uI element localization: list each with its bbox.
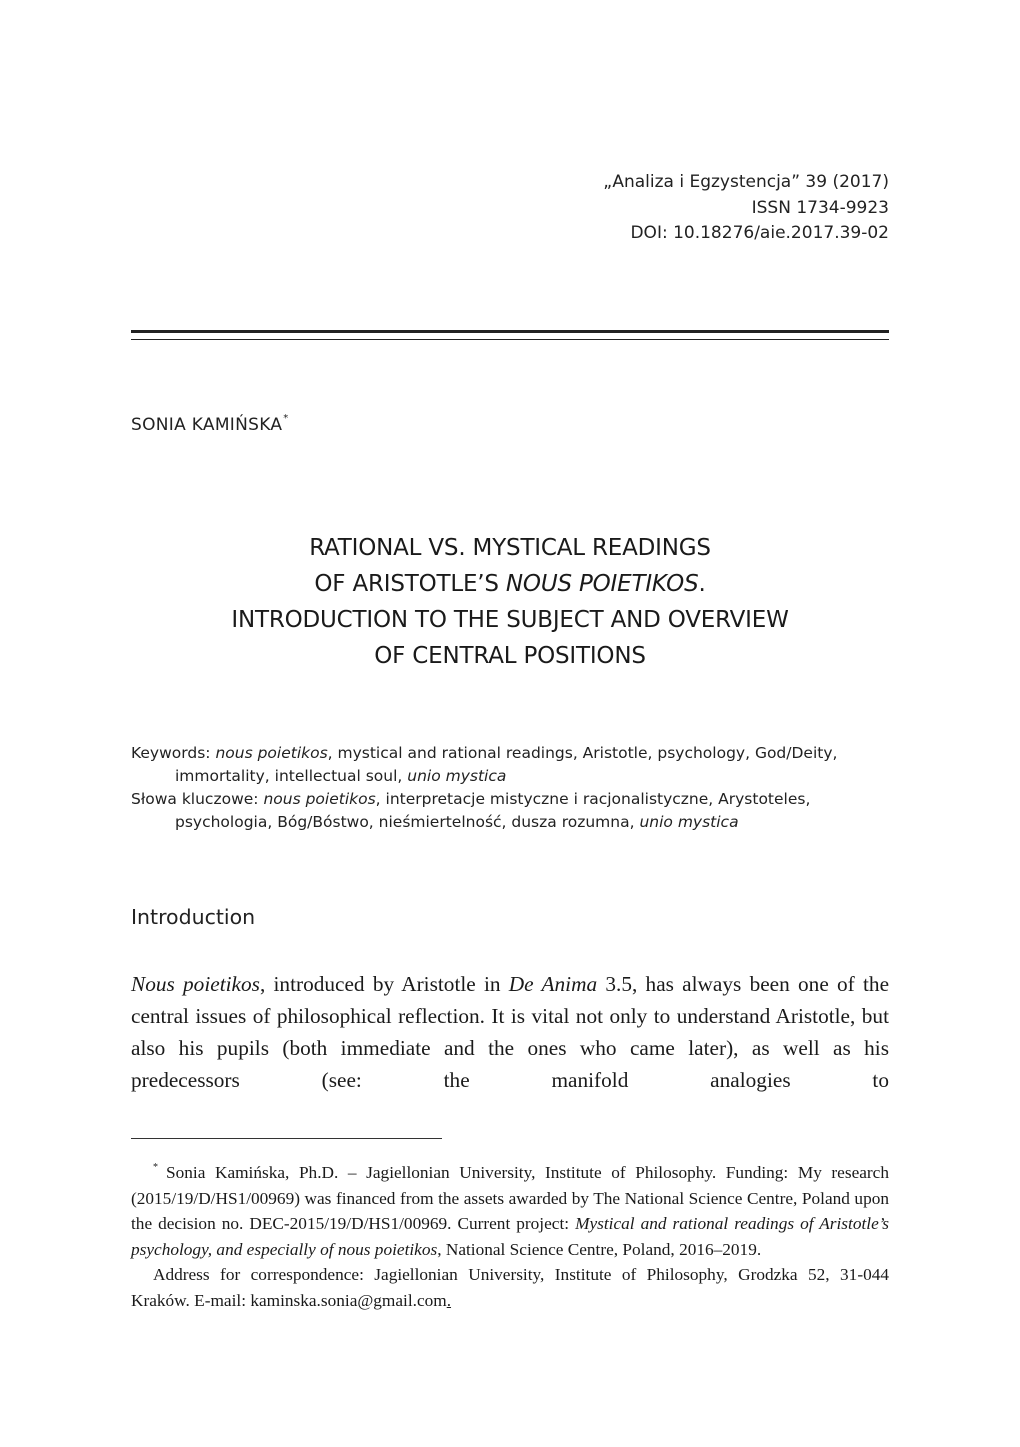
- title-italic-term: NOUS POIETIKOS: [505, 571, 699, 597]
- intro-text: 3.5, has always been one of the central issues of philosophical reflection. It is vital not only to understand Aristotle, but also his pupils (both immediate and the ones who came later), as well as his predecessors (see: the manifold analogies to: [131, 972, 890, 1092]
- footnote-affiliation: [131, 1155, 889, 1262]
- header-rule-thin: [131, 339, 889, 340]
- intro-term: Nous poietikos: [131, 972, 260, 996]
- footnote-trailing-link[interactable]: .: [446, 1290, 452, 1310]
- footnote-address-text: Address for correspondence: Jagiellonian University, Institute of Philosophy, Grodzka 52, 31-044 Kraków. E-mail: kaminska.sonia@gmail.com: [131, 1265, 889, 1310]
- keywords-polish: [131, 788, 891, 834]
- footnote-text: Sonia Kamińska, Ph.D. – Jagiellonian University, Institute of Philosophy. Funding: My research (2015/19/D/HS1/00969) was financed from the assets awarded by The National Science Centre, Poland upon the decision no. DEC-2015/19/D/HS1/00969. Current project:: [131, 1163, 889, 1234]
- article-title: [131, 530, 889, 674]
- footnote-project-title: Mystical and rational readings of Aristotle’s psychology, and especially of nous poietikos: [131, 1214, 889, 1259]
- keywords-block: [131, 742, 891, 834]
- keyword-term: nous poietikos: [263, 790, 376, 808]
- intro-paragraph: [131, 968, 889, 1096]
- footnote-marker: *: [153, 1162, 158, 1173]
- footnote-address: [131, 1262, 889, 1313]
- keywords-text: , mystical and rational readings, Aristotle, psychology, God/Deity, immortality, intellectual soul,: [175, 744, 838, 785]
- journal-header: [603, 170, 889, 247]
- title-line-2: [131, 566, 889, 602]
- keyword-term: nous poietikos: [215, 744, 328, 762]
- author-name: [131, 413, 289, 435]
- keywords-label: Keywords:: [131, 744, 216, 762]
- footnote-text: , National Science Centre, Poland, 2016–2019.: [437, 1239, 762, 1259]
- keywords-english: [131, 742, 891, 788]
- title-line-2-post: .: [698, 571, 706, 597]
- title-line-3: INTRODUCTION TO THE SUBJECT AND OVERVIEW: [231, 607, 789, 633]
- header-rule-thick: [131, 330, 889, 333]
- footnote: [131, 1155, 889, 1314]
- journal-title: „Analiza i Egzystencja” 39 (2017): [603, 172, 889, 192]
- title-line-1: RATIONAL VS. MYSTICAL READINGS: [309, 535, 711, 561]
- keywords-text: , interpretacje mistyczne i racjonalistyczne, Arystoteles, psychologia, Bóg/Bóstwo, nieśmiertelność, dusza rozumna,: [175, 790, 811, 831]
- keywords-label: Słowa kluczowe:: [131, 790, 264, 808]
- author-footnote-marker[interactable]: *: [283, 413, 289, 424]
- author-name-text: SONIA KAMIŃSKA: [131, 415, 283, 435]
- section-heading: Introduction: [131, 905, 256, 929]
- intro-text: , introduced by Aristotle in: [259, 972, 509, 996]
- title-line-4: OF CENTRAL POSITIONS: [374, 643, 646, 669]
- intro-term: De Anima: [508, 972, 598, 996]
- title-line-2-pre: OF ARISTOTLE’S: [314, 571, 506, 597]
- journal-doi: DOI: 10.18276/aie.2017.39-02: [630, 223, 889, 243]
- journal-issn: ISSN 1734-9923: [751, 197, 889, 218]
- keyword-term: unio mystica: [639, 813, 739, 831]
- keyword-term: unio mystica: [407, 767, 507, 785]
- footnote-rule: [131, 1138, 442, 1139]
